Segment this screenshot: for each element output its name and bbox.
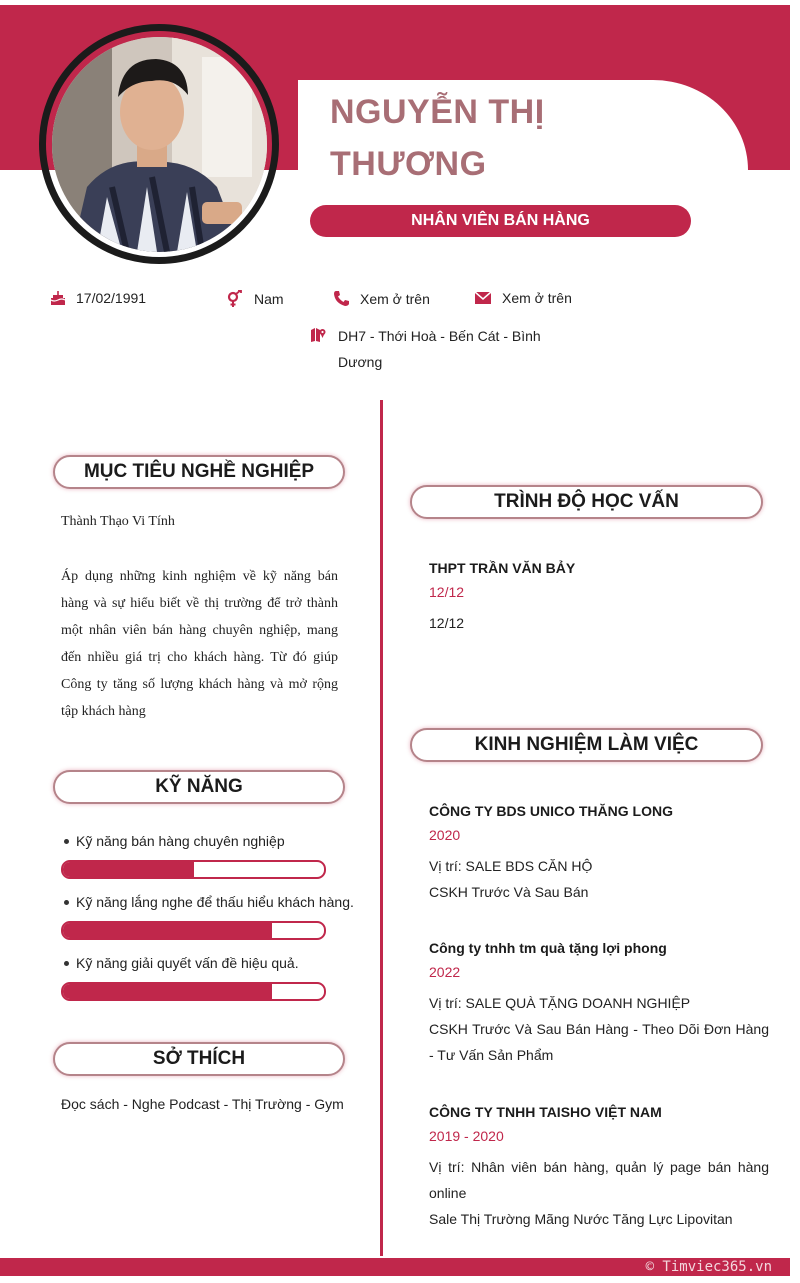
experience-company: Công ty tnhh tm quà tặng lợi phong bbox=[429, 940, 667, 956]
education-detail: 12/12 bbox=[429, 615, 465, 631]
education-heading bbox=[410, 485, 763, 519]
experience-position: Vị trí: SALE QUÀ TẶNG DOANH NGHIỆP bbox=[429, 995, 691, 1011]
skills-heading-text: KỸ NĂNG bbox=[155, 776, 243, 797]
watermark bbox=[630, 1258, 790, 1276]
column-divider bbox=[380, 400, 383, 1256]
envelope-icon bbox=[474, 291, 492, 305]
birthday-field bbox=[50, 290, 146, 306]
experience-heading-text: KINH NGHIỆM LÀM VIỆC bbox=[474, 734, 699, 755]
avatar-photo bbox=[52, 37, 267, 252]
hobbies-heading bbox=[53, 1042, 345, 1076]
experience-position: Vị trí: SALE BDS CĂN HỘ bbox=[429, 858, 593, 874]
skill-bar-fill bbox=[63, 984, 272, 999]
address-line-1: DH7 - Thới Hoà - Bến Cát - Bình bbox=[338, 328, 541, 344]
candidate-name bbox=[330, 86, 690, 190]
birthday-value: 17/02/1991 bbox=[76, 290, 147, 306]
skill-item bbox=[64, 833, 285, 849]
experience-heading bbox=[410, 728, 763, 762]
cake-icon bbox=[50, 290, 66, 306]
experience-description: Sale Thị Trường Mãng Nước Tăng Lực Lipovitan bbox=[429, 1211, 733, 1227]
experience-date: 2019 - 2020 bbox=[429, 1128, 504, 1144]
hobbies-heading-text: SỞ THÍCH bbox=[152, 1048, 246, 1069]
skill-label: Kỹ năng giải quyết vấn đề hiệu quả. bbox=[76, 955, 299, 971]
education-heading-text: TRÌNH ĐỘ HỌC VẤN bbox=[494, 491, 679, 512]
experience-description: CSKH Trước Và Sau Bán bbox=[429, 884, 589, 900]
experience-description: CSKH Trước Và Sau Bán Hàng - Theo Dõi Đơn Hàng - Tư Vấn Sản Phẩm bbox=[429, 1021, 769, 1063]
gender-value: Nam bbox=[254, 291, 284, 307]
bullet-icon bbox=[64, 961, 69, 966]
email-value: Xem ở trên bbox=[502, 290, 572, 306]
experience-date: 2022 bbox=[429, 964, 461, 980]
skills-heading bbox=[53, 770, 345, 804]
phone-value: Xem ở trên bbox=[360, 290, 430, 307]
gender-icon bbox=[226, 290, 244, 308]
bullet-icon bbox=[64, 839, 69, 844]
avatar bbox=[52, 37, 267, 252]
name-line-1: NGUYỄN THỊ bbox=[330, 93, 545, 131]
gender-field bbox=[226, 290, 284, 308]
name-line-2: THƯƠNG bbox=[330, 145, 487, 183]
skill-item bbox=[64, 955, 299, 971]
skill-bar bbox=[61, 860, 326, 879]
address-text bbox=[338, 323, 541, 375]
hobbies-text: Đọc sách - Nghe Podcast - Thị Trường - Gym bbox=[61, 1096, 344, 1112]
skill-label: Kỹ năng lắng nghe để thấu hiểu khách hàng. bbox=[76, 894, 354, 910]
phone-field bbox=[333, 290, 430, 307]
skill-bar-fill bbox=[63, 923, 272, 938]
skill-bar-fill bbox=[63, 862, 194, 877]
email-field bbox=[474, 290, 572, 306]
objective-text: Áp dụng những kinh nghiệm về kỹ năng bán hàng và sự hiểu biết về thị trường để trở thành một nhân viên bán hàng chuyên nghiệp, mang đến nhiều giá trị cho khách hàng. Từ đó giúp Công ty tăng số lượng khách hàng và mở rộng tập khách hàng bbox=[61, 569, 338, 719]
experience-date: 2020 bbox=[429, 827, 461, 843]
experience-position: Vị trí: Nhân viên bán hàng, quản lý page bán hàng online bbox=[429, 1159, 769, 1201]
watermark-text: © Timviec365.vn bbox=[645, 1259, 772, 1275]
address-field bbox=[310, 323, 541, 375]
experience-company: CÔNG TY TNHH TAISHO VIỆT NAM bbox=[429, 1104, 662, 1120]
objective-heading-text: MỤC TIÊU NGHỀ NGHIỆP bbox=[83, 461, 315, 482]
address-line-2: Dương bbox=[338, 354, 383, 370]
bullet-icon bbox=[64, 900, 69, 905]
education-date: 12/12 bbox=[429, 584, 465, 600]
skill-label: Kỹ năng bán hàng chuyên nghiệp bbox=[76, 833, 285, 849]
phone-icon bbox=[333, 290, 350, 307]
skill-bar bbox=[61, 982, 326, 1001]
objective-heading bbox=[53, 455, 345, 489]
experience-company: CÔNG TY BDS UNICO THĂNG LONG bbox=[429, 803, 673, 819]
skill-bar bbox=[61, 921, 326, 940]
map-pin-icon bbox=[310, 327, 326, 343]
objective-subtitle: Thành Thạo Vi Tính bbox=[61, 514, 175, 529]
skill-item bbox=[64, 894, 354, 910]
job-title-badge bbox=[310, 205, 691, 237]
job-title: NHÂN VIÊN BÁN HÀNG bbox=[411, 212, 590, 229]
education-school: THPT TRẦN VĂN BẢY bbox=[429, 560, 576, 576]
